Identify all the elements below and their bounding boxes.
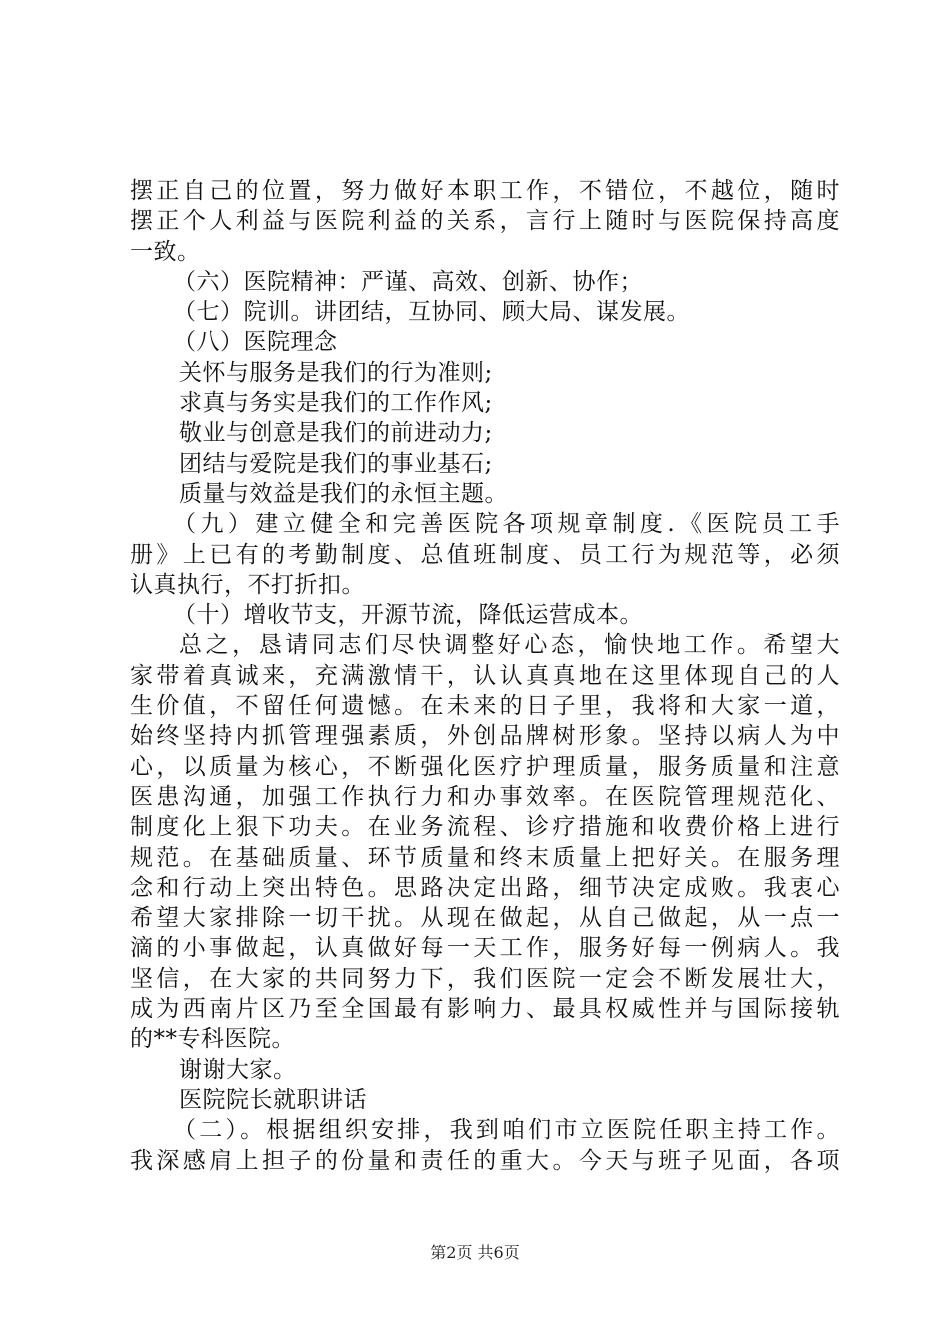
document-body [130,176,840,1176]
text-line: 制度化上狠下功夫。在业务流程、诊疗措施和收费价格上进行 [130,814,840,841]
text-line: （二）。根据组织安排，我到咱们市立医院任职主持工作。 [173,1117,840,1144]
text-line: 心，以质量为核心，不断强化医疗护理质量，服务质量和注意 [130,753,840,780]
text-line: 医院院长就职讲话 [179,1086,367,1113]
text-line: 念和行动上突出特色。思路决定出路，细节决定成败。我衷心 [130,874,840,901]
page-footer: 第2页 共6页 [430,1243,520,1262]
text-line: （八）医院理念 [173,329,338,356]
text-line: 谢谢大家。 [179,1056,297,1083]
text-line: （七）院训。讲团结，互协同、顾大局、谋发展。 [173,299,690,326]
text-line: 认真执行，不打折扣。 [130,571,365,598]
text-line: 希望大家排除一切干扰。从现在做起，从自己做起，从一点一 [130,905,840,932]
text-line: 册》上已有的考勤制度、总值班制度、员工行为规范等，必须 [130,541,840,568]
text-line: （九）建立健全和完善医院各项规章制度.《医院员工手 [173,511,840,538]
text-line: 医患沟通，加强工作执行力和办事效率。在医院管理规范化、 [130,783,840,810]
text-line: 总之，恳请同志们尽快调整好心态，愉快地工作。希望大 [179,632,840,659]
text-line: 家带着真诚来，充满激情干，认认真真地在这里体现自己的人 [130,662,840,689]
text-line: 摆正自己的位置，努力做好本职工作，不错位，不越位，随时 [130,178,840,204]
text-line: 关怀与服务是我们的行为准则; [179,359,493,386]
text-line: （六）医院精神：严谨、高效、创新、协作； [173,268,643,295]
text-line: 求真与务实是我们的工作作风; [179,390,493,417]
text-line: 质量与效益是我们的永恒主题。 [179,480,508,507]
text-line: 的**专科医院。 [130,1026,295,1053]
text-line: （十）增收节支，开源节流，降低运营成本。 [173,602,643,629]
text-line: 始终坚持内抓管理强素质，外创品牌树形象。坚持以病人为中 [130,723,840,750]
text-line: 我深感肩上担子的份量和责任的重大。今天与班子见面，各项 [130,1147,840,1174]
text-line: 规范。在基础质量、环节质量和终末质量上把好关。在服务理 [130,844,840,871]
text-line: 摆正个人利益与医院利益的关系，言行上随时与医院保持高度 [130,208,840,235]
text-line: 敬业与创意是我们的前进动力; [179,420,493,447]
text-line: 滴的小事做起，认真做好每一天工作，服务好每一例病人。我 [130,935,840,962]
text-line: 一致。 [130,238,201,265]
text-line: 成为西南片区乃至全国最有影响力、最具权威性并与国际接轨 [130,996,840,1023]
text-line: 坚信，在大家的共同努力下，我们医院一定会不断发展壮大， [130,965,840,992]
text-line: 团结与爱院是我们的事业基石; [179,450,493,477]
text-line: 生价值，不留任何遗憾。在未来的日子里，我将和大家一道， [130,693,840,720]
